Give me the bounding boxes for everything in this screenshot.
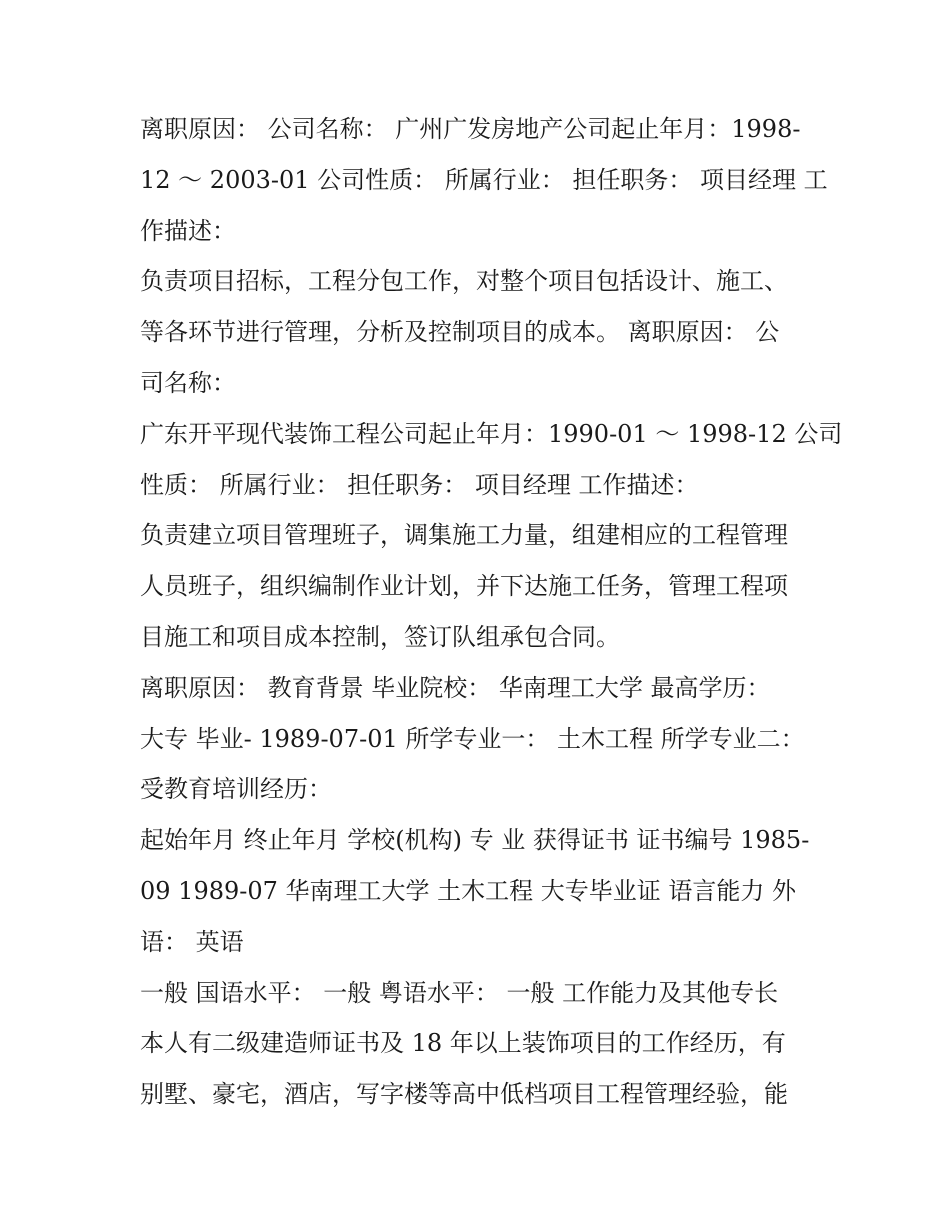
text-line: 作描述： (140, 216, 236, 245)
text-line: 离职原因： 教育背景 毕业院校： 华南理工大学 最高学历： (140, 673, 771, 702)
text-line: 别墅、豪宅，酒店，写字楼等高中低档项目工程管理经验，能 (140, 1080, 788, 1109)
text-line: 广东开平现代装饰工程公司起止年月：1990-01 ～ 1998-12 公司 (140, 419, 843, 448)
text-line: 09 1989-07 华南理工大学 土木工程 大专毕业证 语言能力 外 (140, 876, 797, 905)
text-line: 一般 国语水平： 一般 粤语水平： 一般 工作能力及其他专长 (140, 978, 779, 1007)
text-line: 负责项目招标，工程分包工作，对整个项目包括设计、施工、 (140, 267, 788, 296)
text-line: 语： 英语 (140, 927, 244, 956)
text-line: 性质： 所属行业： 担任职务： 项目经理 工作描述： (140, 470, 699, 499)
text-line: 目施工和项目成本控制，签订队组承包合同。 (140, 622, 620, 651)
text-line: 12 ～ 2003-01 公司性质： 所属行业： 担任职务： 项目经理 工 (140, 165, 828, 194)
text-line: 司名称： (140, 368, 236, 397)
text-line: 起始年月 终止年月 学校(机构) 专 业 获得证书 证书编号 1985- (140, 826, 810, 855)
text-line: 本人有二级建造师证书及 18 年以上装饰项目的工作经历，有 (140, 1029, 786, 1058)
text-line: 受教育培训经历： (140, 775, 332, 804)
text-line: 等各环节进行管理，分析及控制项目的成本。 离职原因： 公 (140, 318, 780, 347)
text-line: 离职原因： 公司名称： 广州广发房地产公司起止年月：1998- (140, 115, 801, 143)
text-line: 大专 毕业- 1989-07-01 所学专业一： 土木工程 所学专业二： (140, 724, 805, 753)
resume-text-block (140, 104, 843, 1120)
text-line: 人员班子，组织编制作业计划，并下达施工任务，管理工程项 (140, 572, 788, 601)
text-line: 负责建立项目管理班子，调集施工力量，组建相应的工程管理 (140, 521, 788, 550)
